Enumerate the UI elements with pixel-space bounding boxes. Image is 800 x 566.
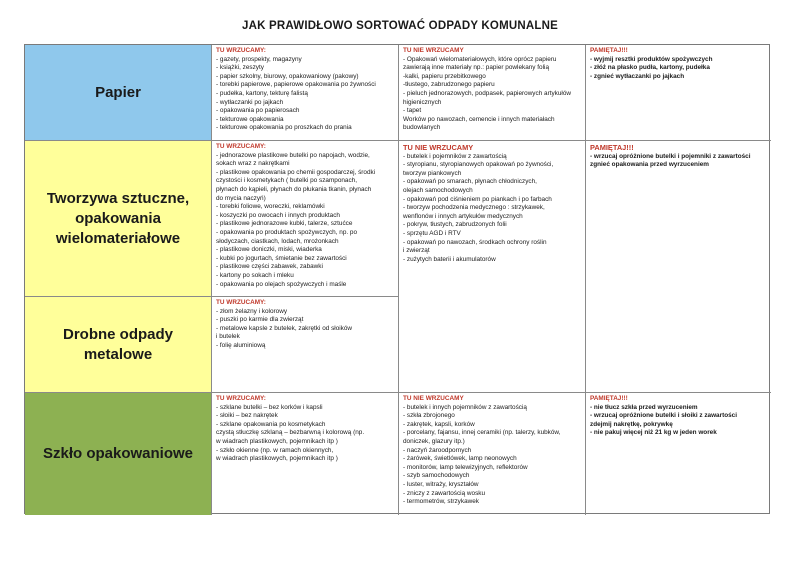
category-label: Drobne odpady metalowe	[62, 325, 173, 363]
metal-throw-cell	[212, 297, 399, 393]
throw-header: TU WRZUCAMY:	[216, 47, 266, 54]
list-item: - tapet	[403, 107, 422, 115]
no-throw-header: TU NIE WRZUCAMY	[403, 47, 464, 54]
list-item: - żarówek, świetlówek, lamp neonowych	[403, 455, 517, 463]
list-item: - szklane butelki – bez korków i kapsli	[216, 403, 323, 411]
remember-list	[590, 404, 767, 438]
list-item: - wrzucaj opróżnione butelki i pojemniki z zawartości	[590, 152, 751, 160]
list-item: - wrzucaj opróżnione butelki i słoiki z zawartości zdejmij nakrętkę, pokrywkę	[590, 412, 738, 428]
list-item: - opakowania po papierosach	[216, 107, 300, 115]
category-szklo	[25, 393, 212, 515]
remember-list	[590, 56, 767, 82]
no-throw-header: TU NIE WRZUCAMY	[403, 143, 474, 152]
list-item: -kalki, papieru przebitkowego	[403, 72, 486, 80]
category-label: Papier	[95, 83, 141, 101]
list-item: - kubki po jogurtach, śmietanie bez zawartości	[216, 254, 347, 262]
category-papier	[25, 45, 212, 141]
list-item: - złom żelazny i kolorowy	[216, 307, 288, 315]
list-item: - tekturowe opakowania po proszkach do prania	[216, 124, 352, 132]
list-item: - metalowe kapsle z butelek, zakrętki od słoików i butelek	[216, 324, 353, 341]
list-item: - zgnieć wytłaczanki po jajkach	[590, 72, 685, 80]
category-metal	[25, 297, 212, 393]
list-item: - pudełka, kartony, tekturę falistą	[216, 89, 308, 97]
throw-header: TU WRZUCAMY:	[216, 299, 266, 306]
list-item: - folię aluminiową	[216, 341, 266, 349]
list-item: - szkła zbrojonego	[403, 412, 455, 420]
list-item: - plastikowe doniczki, miski, wiaderka	[216, 246, 322, 254]
list-item: - gazety, prospekty, magazyny	[216, 55, 302, 63]
list-item: - opakowań pod ciśnieniem po piankach i po farbach	[403, 195, 552, 203]
list-item: - szkło okienne (np. w ramach okiennych, w wiadrach plastikowych, pojemnikach itp )	[216, 446, 338, 463]
list-item: czystą stłuczkę szklaną – bezbarwną i kolorową (np. w wiadrach plastikowych, pojemnikach itp )	[216, 429, 365, 445]
papier-no-cell	[399, 45, 586, 141]
throw-list	[216, 152, 394, 290]
list-item: - porcelany, fajansu, innej ceramiki (np. talerzy, kubków, doniczek, glazury itp.)	[403, 429, 561, 445]
list-item: - zakrętek, kapsli, korków	[403, 420, 475, 428]
list-item: - plastikowe części zabawek, zabawki	[216, 263, 323, 271]
list-item: zgnieć opakowania przed wyrzuceniem	[590, 161, 709, 169]
sorting-table	[24, 44, 770, 514]
list-item: - tekturowe opakowania	[216, 115, 284, 123]
tworzywa-remember-cell	[586, 141, 771, 393]
list-item: - torebki foliowe, woreczki, reklamówki	[216, 203, 325, 211]
list-item: - jednorazowe plastikowe butelki po napojach, wodzie, sokach wraz z nakrętkami	[216, 151, 370, 168]
page-title: JAK PRAWIDŁOWO SORTOWAĆ ODPADY KOMUNALNE	[242, 20, 558, 32]
list-item: - opakowań po smarach, płynach chłodniczych, olejach samochodowych	[403, 178, 537, 194]
list-item: - opakowania po produktach spożywczych, np. po słodyczach, ciastkach, lodach, mrożonkach	[216, 228, 358, 245]
category-label: Szkło opakowaniowe	[42, 445, 194, 462]
throw-list	[216, 56, 394, 133]
list-item: - monitorów, lamp telewizyjnych, reflektorów	[403, 463, 528, 471]
list-item: - wytłaczanki po jajkach	[216, 98, 284, 106]
list-item: - szyb samochodowych	[403, 472, 470, 480]
list-item: - słoiki – bez nakrętek	[216, 412, 278, 420]
list-item: - opakowań po nawozach, środkach ochrony roślin i zwierząt	[403, 238, 547, 255]
papier-remember-cell	[586, 45, 771, 141]
list-item: - butelek i pojemników z zawartością	[403, 152, 507, 160]
list-item: - butelek i innych pojemników z zawartością	[403, 403, 527, 411]
list-item: - nie tłucz szkła przed wyrzuceniem	[590, 403, 698, 411]
szklo-no-cell	[399, 393, 586, 515]
remember-header: PAMIĘTAJ!!!	[590, 47, 628, 54]
throw-header: TU WRZUCAMY:	[216, 395, 266, 402]
no-throw-list	[403, 56, 581, 133]
list-item: - koszyczki po owocach i innych produktach	[216, 211, 340, 219]
no-throw-list	[403, 404, 581, 507]
papier-throw-cell	[212, 45, 399, 141]
list-item: - kartony po sokach i mleku	[216, 271, 294, 279]
list-item: - naczyń żaroodpornych	[403, 446, 472, 454]
tworzywa-no-cell	[399, 141, 586, 393]
remember-header: PAMIĘTAJ!!!	[590, 143, 634, 152]
list-item: Worków po nawozach, cemencie i innych materiałach budowlanych	[403, 115, 555, 132]
no-throw-header: TU NIE WRZUCAMY	[403, 395, 464, 402]
throw-header: TU WRZUCAMY:	[216, 143, 266, 150]
szklo-throw-cell	[212, 393, 399, 515]
list-item: - plastikowe jednorazowe kubki, talerze, sztućce	[216, 220, 353, 228]
category-label: Tworzywa sztuczne, opakowania wielomateriałowe	[46, 189, 190, 247]
list-item: - tworzyw pochodzenia medycznego : strzykawek, wenflonów i innych artykułów medycznych	[403, 204, 545, 220]
remember-header: PAMIĘTAJ!!!	[590, 395, 628, 402]
list-item: - styropianu, styropianowych opakowań po żywności, tworzyw piankowych	[403, 161, 554, 177]
throw-list	[216, 308, 394, 351]
list-item: - książki, zeszyty	[216, 64, 264, 72]
list-item: - szklane opakowania po kosmetykach	[216, 420, 326, 428]
list-item: - złóż na płasko pudła, kartony, pudełka	[590, 64, 710, 72]
list-item: - opakowania po olejach spożywczych i maśle	[216, 280, 347, 288]
list-item: - torebki papierowe, papierowe opakowania po żywności	[216, 81, 376, 89]
list-item: - termometrów, strzykawek	[403, 498, 479, 506]
list-item: - papier szkolny, biurowy, opakowaniowy (pakowy)	[216, 72, 359, 80]
list-item: - pieluch jednorazowych, podpasek, papierowych artykułów higienicznych	[403, 89, 572, 106]
list-item: - zużytych baterii i akumulatorów	[403, 255, 496, 263]
list-item: - plastikowe opakowania po chemii gospodarczej, środki czystości i kosmetykach ( butelki po szamponach, płynach do kąpieli, płynach do płukania tkanin, płynach do mycia naczyń)	[216, 168, 376, 202]
list-item: - Opakowań wielomateriałowych, które oprócz papieru zawierają inne materiały np.: papier powlekany folią	[403, 55, 557, 72]
szklo-remember-cell	[586, 393, 771, 515]
category-tworzywa	[25, 141, 212, 297]
list-item: - nie pakuj więcej niż 21 kg w jeden worek	[590, 429, 717, 437]
remember-list	[590, 153, 767, 170]
list-item: - puszki po karmie dla zwierząt	[216, 316, 304, 324]
list-item: - luster, witraży, kryształów	[403, 480, 479, 488]
list-item: -tłustego, zabrudzonego papieru	[403, 81, 495, 89]
list-item: - pokryw, tłustych, zabrudzonych folii	[403, 221, 507, 229]
tworzywa-throw-cell	[212, 141, 399, 297]
throw-list	[216, 404, 394, 464]
no-throw-list	[403, 153, 581, 265]
list-item: - sprzętu AGD i RTV	[403, 229, 461, 237]
list-item: - wyjmij resztki produktów spożywczych	[590, 55, 713, 63]
list-item: - zniczy z zawartością wosku	[403, 489, 486, 497]
